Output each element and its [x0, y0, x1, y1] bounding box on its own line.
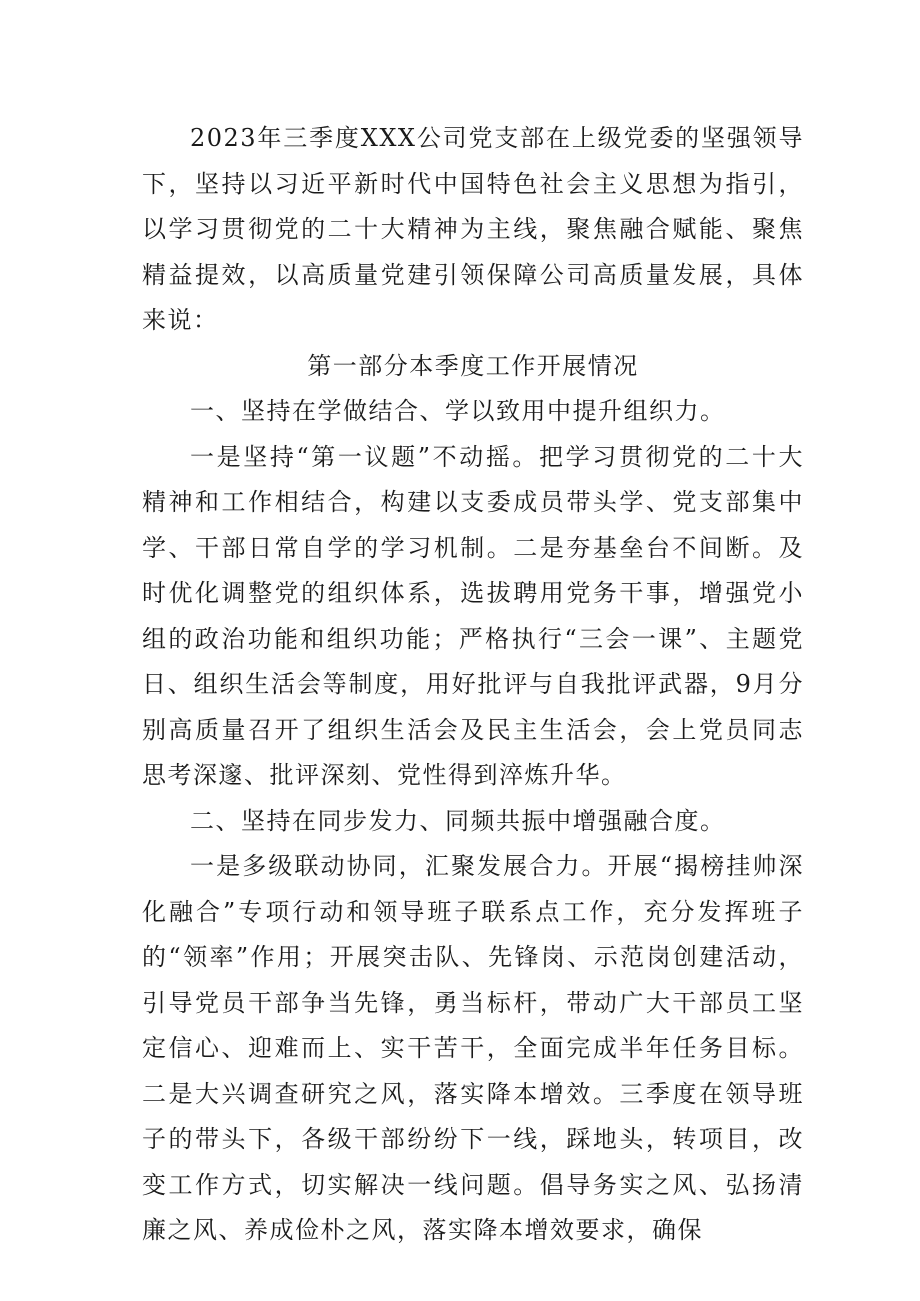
section-2-paragraph: 一是多级联动协同，汇聚发展合力。开展“揭榜挂帅深化融合”专项行动和领导班子联系点工作，充分发挥班子的“领率”作用；开展突击队、先锋岗、示范岗创建活动，引导党员干部争当先锋，勇当标杆，带动广大干部员工坚定信心、迎难而上、实干苦干，全面完成半年任务目标。二是大兴调查研究之风，落实降本增效。三季度在领导班子的带头下，各级干部纷纷下一线，踩地头，转项目，改变工作方式，切实解决一线问题。倡导务实之风、弘扬清廉之风、养成俭朴之风，落实降本增效要求，确保 — [142, 852, 804, 1244]
section-1-heading: 一、坚持在学做结合、学以致用中提升组织力。 — [190, 397, 726, 425]
intro-paragraph: 2023年三季度XXX公司党支部在上级党委的坚强领导下，坚持以习近平新时代中国特色社会主义思想为指引，以学习贯彻党的二十大精神为主线，聚焦融合赋能、聚焦精益提效，以高质量党建引领保障公司高质量发展，具体来说： — [142, 124, 804, 334]
part-heading: 第一部分本季度工作开展情况 — [307, 351, 639, 380]
section-2-heading: 二、坚持在同步发力、同频共振中增强融合度。 — [190, 806, 726, 835]
document-body — [142, 116, 804, 1254]
section-1-paragraph: 一是坚持“第一议题”不动摇。把学习贯彻党的二十大精神和工作相结合，构建以支委成员带头学、党支部集中学、干部日常自学的学习机制。二是夯基垒台不间断。及时优化调整党的组织体系，选拔聘用党务干事，增强党小组的政治功能和组织功能；严格执行“三会一课”、主题党日、组织生活会等制度，用好批评与自我批评武器，9月分别高质量召开了组织生活会及民主生活会，会上党员同志思考深邃、批评深刻、党性得到淬炼升华。 — [142, 442, 804, 789]
